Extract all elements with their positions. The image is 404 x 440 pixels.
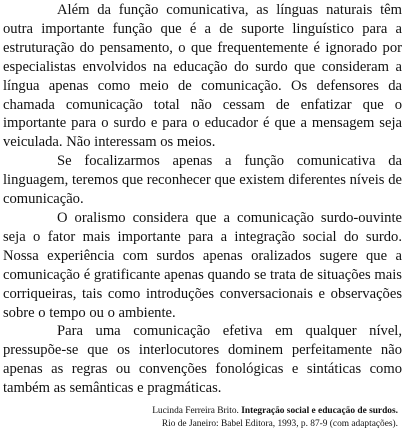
source-citation — [68, 405, 398, 431]
citation-author: Lucinda Ferreira Brito. — [152, 406, 239, 416]
paragraph-1: Além da função comunicativa, as línguas naturais têm outra importante função que é a de suporte linguístico para a estruturação do pensamento, o que frequentemente é ignorado por especialistas envolvidos na educação do surdo que consideram a língua apenas como meio de comunicação. Os defensores da chamada comunicação total não cessam de enfatizar que o importante para o surdo e para o educador é que a mensagem seja veiculada. Não interessam os meios. — [3, 2, 402, 151]
paragraph-2: Se focalizarmos apenas a função comunicativa da linguagem, teremos que reconhecer que existem diferentes níveis de comunicação. — [3, 153, 402, 208]
citation-title: Integração social e educação de surdos. — [241, 406, 398, 416]
article-body — [3, 1, 402, 398]
citation-line-1 — [68, 405, 398, 418]
paragraph-4: Para uma comunicação efetiva em qualquer nível, pressupõe-se que os interlocutores dominem perfeitamente não apenas as regras ou convenções fonológicas e sintáticas como também as semânticas e pragmáticas. — [3, 323, 402, 397]
paragraph-3: O oralismo considera que a comunicação surdo-ouvinte seja o fator mais importante para a integração social do surdo. Nossa experiência com surdos apenas oralizados sugere que a comunicação é gratificante apenas quando se trata de situações mais corriqueiras, tais como introduções conversacionais e observações sobre o tempo ou o ambiente. — [3, 209, 402, 321]
citation-publication: Rio de Janeiro: Babel Editora, 1993, p. 87-9 (com adaptações). — [161, 419, 398, 429]
